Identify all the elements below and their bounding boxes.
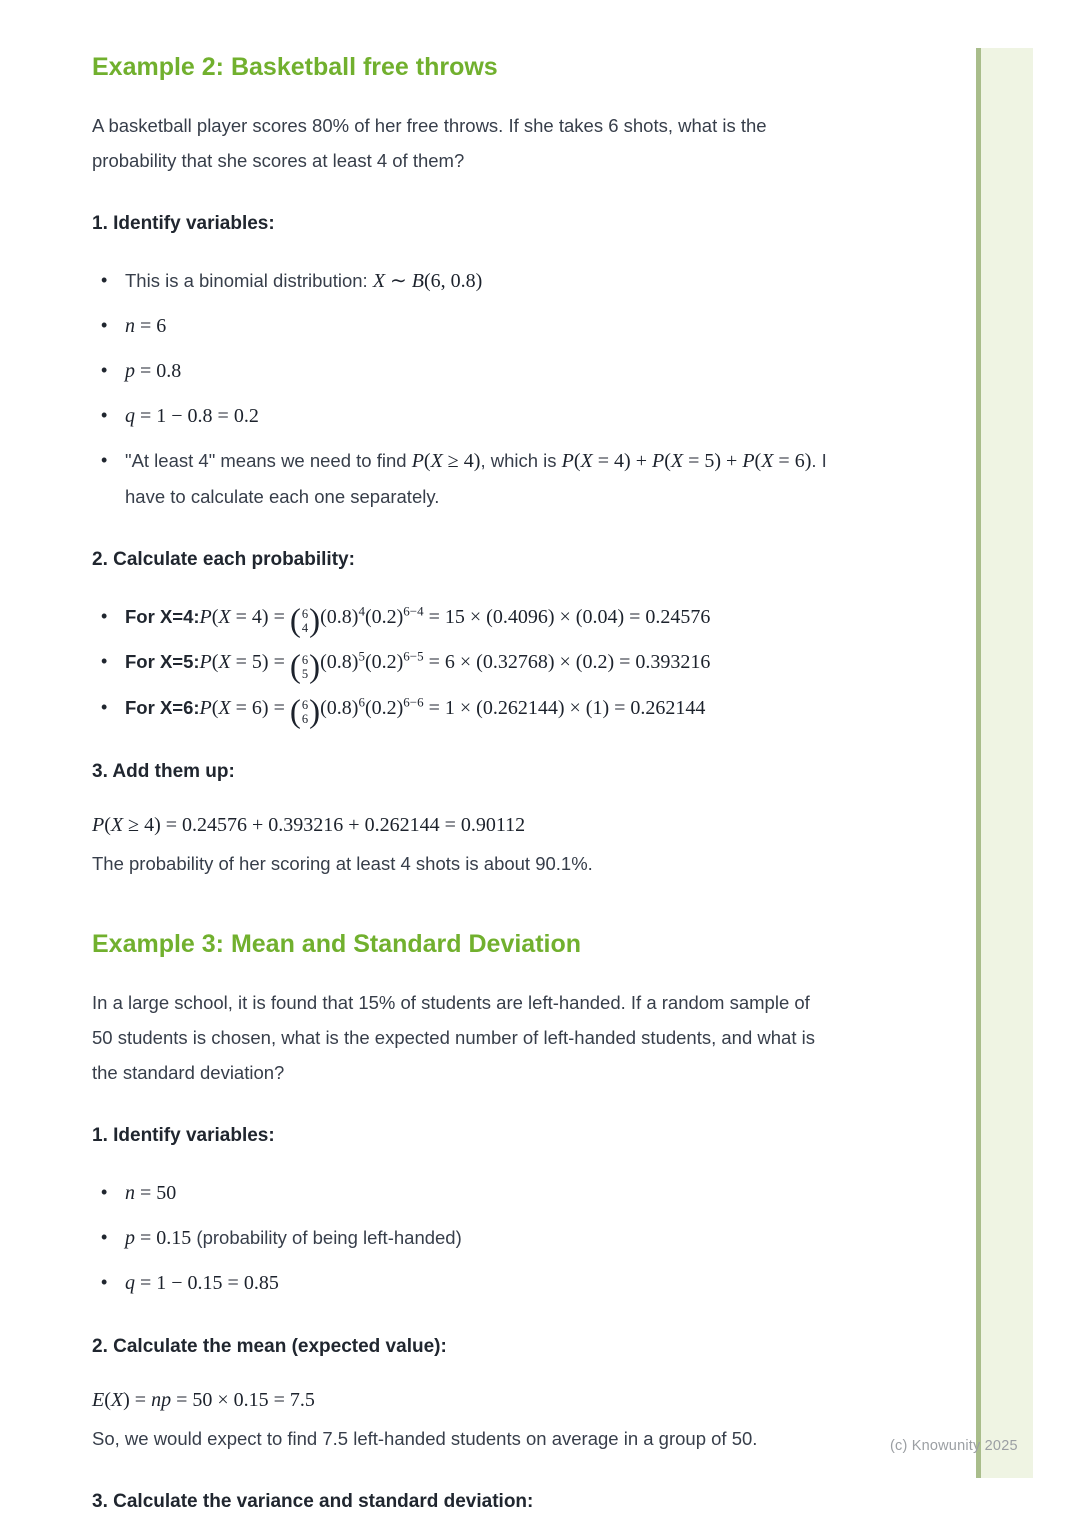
list-item-text: This is a binomial distribution: xyxy=(125,270,373,291)
example2-conclusion: The probability of her scoring at least 4 shots is about 90.1%. xyxy=(92,853,593,875)
math-segment: (0.8) xyxy=(320,696,359,719)
binom-stack xyxy=(302,607,308,635)
math-expression xyxy=(199,648,711,685)
exponent: 6−6 xyxy=(403,694,424,710)
math-expression: n = 50 xyxy=(125,1182,177,1205)
math-expression: X ∼ B(6, 0.8) xyxy=(372,270,483,292)
list-item xyxy=(92,353,832,389)
list-item-text: "At least 4" means we need to find xyxy=(125,450,412,471)
math-expression: p = 0.15 xyxy=(125,1227,192,1250)
binomial-coefficient: ( 6 5 ) xyxy=(289,648,321,685)
mean-equation: E(X) = np = 50 × 0.15 = 7.5 xyxy=(92,1389,315,1412)
math-segment: (0.2) xyxy=(364,606,404,628)
example2-step3-heading: 3. Add them up: xyxy=(92,761,235,783)
binom-bottom: 4 xyxy=(301,621,309,636)
example3-step3-heading: 3. Calculate the variance and standard deviation: xyxy=(92,1491,534,1513)
exponent: 6 xyxy=(358,694,365,710)
math-segment: P(X = 6) = xyxy=(199,696,290,719)
binom-stack xyxy=(302,698,308,726)
document-body xyxy=(92,52,832,1514)
example2-variables-list xyxy=(92,263,832,514)
list-item xyxy=(92,599,832,640)
math-expression: P(X ≥ 4) xyxy=(411,450,481,472)
math-segment: P(X = 5) = xyxy=(199,651,290,674)
binom-bottom: 5 xyxy=(301,666,309,681)
example2-intro: A basketball player scores 80% of her free throws. If she takes 6 shots, what is the probability that she scores at least 4 of them? xyxy=(92,115,767,171)
math-segment: (0.2) xyxy=(364,696,404,719)
binom-top: 6 xyxy=(301,652,309,667)
example2-step2-heading: 2. Calculate each probability: xyxy=(92,549,355,570)
list-item xyxy=(92,308,832,344)
math-segment: = 6 × (0.32768) × (0.2) = 0.393216 xyxy=(423,651,711,674)
binomial-coefficient: ( 6 4 ) xyxy=(289,603,321,640)
list-item xyxy=(92,644,832,685)
list-item xyxy=(92,1175,832,1211)
calc-label: For X=6: xyxy=(125,696,200,718)
example2-step1-heading: 1. Identify variables: xyxy=(92,213,275,234)
list-item xyxy=(92,1265,832,1301)
math-segment: (0.8) xyxy=(320,651,359,674)
math-expression: q = 1 − 0.8 = 0.2 xyxy=(125,405,259,427)
list-item-text: , which is xyxy=(480,450,562,471)
exponent: 6−5 xyxy=(403,648,424,664)
example3-intro: In a large school, it is found that 15% of students are left-handed. If a random sample of 50 students is chosen, what is the expected number of left-handed students, and what is the standard deviation? xyxy=(92,992,815,1084)
math-expression: p = 0.8 xyxy=(125,360,182,382)
math-segment: = 15 × (0.4096) × (0.04) = 0.24576 xyxy=(423,606,711,628)
math-segment: P(X = 4) = xyxy=(199,606,290,628)
exponent: 4 xyxy=(358,603,365,619)
math-expression: n = 6 xyxy=(125,315,167,337)
math-segment: (0.2) xyxy=(364,651,404,674)
list-item xyxy=(92,263,832,299)
math-segment: (0.8) xyxy=(320,606,359,628)
example3-mean-note: So, we would expect to find 7.5 left-handed students on average in a group of 50. xyxy=(92,1428,758,1450)
calc-label: For X=4: xyxy=(125,606,200,627)
list-item xyxy=(92,690,832,731)
exponent: 5 xyxy=(358,648,365,664)
sum-equation: P(X ≥ 4) = 0.24576 + 0.393216 + 0.262144 = 0.90112 xyxy=(92,814,526,837)
binom-top: 6 xyxy=(301,698,309,713)
exponent: 6−4 xyxy=(403,603,424,619)
math-expression xyxy=(199,694,706,731)
list-item-text: . I have to calculate each one separately. xyxy=(125,450,827,507)
binom-top: 6 xyxy=(301,607,309,622)
example3-heading: Example 3: Mean and Standard Deviation xyxy=(92,930,582,959)
binomial-coefficient: ( 6 6 ) xyxy=(289,694,321,731)
math-segment: = 1 × (0.262144) × (1) = 0.262144 xyxy=(423,696,706,719)
example2-calculations-list xyxy=(92,599,832,731)
binom-bottom: 6 xyxy=(301,712,309,727)
example3-variables-list xyxy=(92,1175,832,1301)
binom-stack xyxy=(302,653,308,681)
math-expression xyxy=(199,603,711,640)
list-item xyxy=(92,1220,832,1256)
list-item xyxy=(92,398,832,434)
list-item xyxy=(92,443,832,514)
copyright-watermark: (c) Knowunity 2025 xyxy=(890,1438,1018,1454)
example3-step2-heading: 2. Calculate the mean (expected value): xyxy=(92,1336,447,1358)
math-expression: P(X = 4) + P(X = 5) + P(X = 6) xyxy=(561,450,812,472)
sidebar-strip xyxy=(976,48,1033,1478)
example2-heading: Example 2: Basketball free throws xyxy=(92,53,498,81)
list-item-text: (probability of being left-handed) xyxy=(191,1227,462,1249)
math-expression: q = 1 − 0.15 = 0.85 xyxy=(125,1272,279,1295)
calc-label: For X=5: xyxy=(125,651,200,673)
example3-step1-heading: 1. Identify variables: xyxy=(92,1125,275,1147)
